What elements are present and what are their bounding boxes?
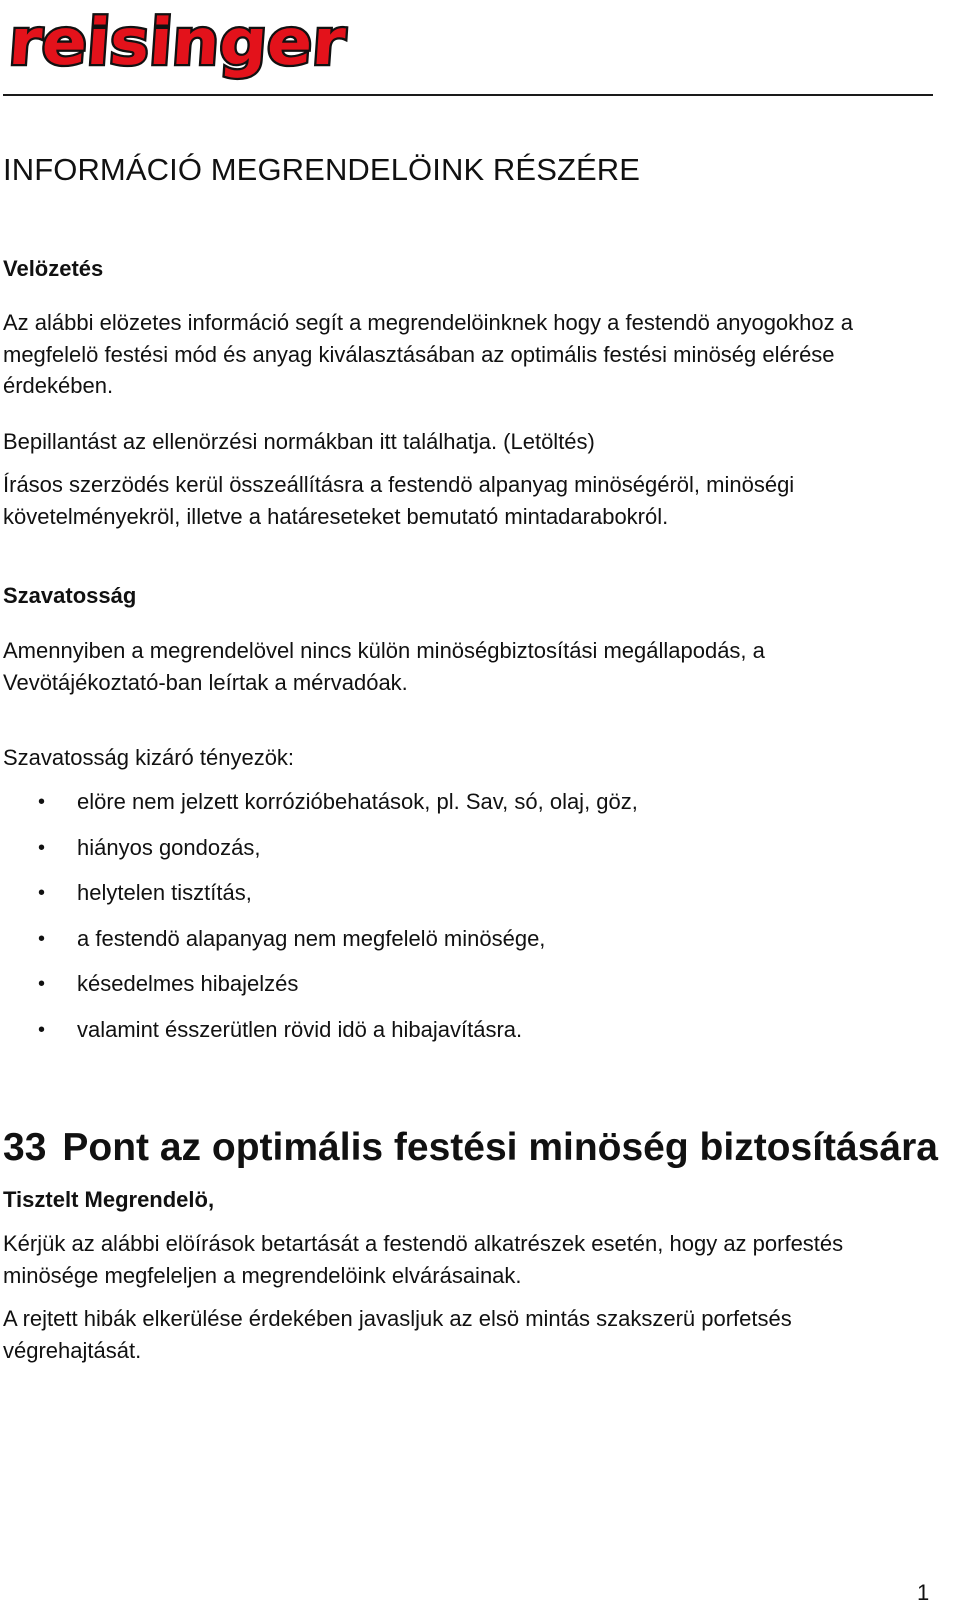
exclusions-label: Szavatosság kizáró tényezök:: [3, 745, 295, 770]
list-item-text: helytelen tisztítás,: [77, 880, 252, 906]
points-heading-text: Pont az optimális festési minöség biztosítására: [62, 1126, 938, 1169]
norms-line: Bepillantást az ellenörzési normákban itt találhatja. (Letöltés): [3, 429, 595, 454]
list-item-text: valamint ésszerütlen rövid idö a hibajavításra.: [77, 1016, 523, 1042]
header-divider: [3, 94, 933, 96]
bullet-icon: •: [38, 973, 46, 996]
points-number: 33: [3, 1126, 47, 1169]
page-title: INFORMÁCIÓ MEGRENDELÖINK RÉSZÉRE: [3, 152, 641, 187]
logo-graphic: [6, 2, 356, 88]
bullet-icon: •: [38, 836, 46, 859]
contract-paragraph: Írásos szerzödés kerül összeállításra a festendö alpanyag minöségéröl, minöségi követelményekröl, illetve a határeseteket bemutató mintadarabokról.: [3, 472, 795, 529]
points-paragraph-1: Kérjük az alábbi elöírások betartását a festendö alkatrészek esetén, hogy az porfestés minösége megfeleljen a megrendelöink elvárásainak.: [3, 1231, 844, 1288]
warranty-heading: Szavatosság: [3, 583, 137, 608]
page-number: 1: [917, 1580, 930, 1605]
bullet-icon: •: [38, 927, 46, 950]
points-heading: [3, 1126, 938, 1170]
points-paragraph-2: A rejtett hibák elkerülése érdekében javasljuk az elsö mintás szakszerü porfetsés végrehajtását.: [3, 1306, 792, 1363]
bullet-icon: •: [38, 882, 46, 905]
logo-text: reisinger: [6, 6, 335, 80]
company-logo: [6, 2, 356, 88]
bullet-icon: •: [38, 1018, 46, 1041]
intro-heading: Velözetés: [3, 256, 104, 281]
list-item-text: késedelmes hibajelzés: [77, 971, 299, 997]
list-item-text: hiányos gondozás,: [77, 834, 261, 860]
list-item-text: a festendö alapanyag nem megfelelö minösége,: [77, 925, 546, 951]
bullet-icon: •: [38, 791, 46, 813]
intro-paragraph: Az alábbi elözetes információ segít a megrendelöinknek hogy a festendö anyogokhoz a megfelelö festési mód és anyag kiválasztásában az optimális festési minöség elérése érdekében.: [3, 310, 853, 398]
list-item-text: elöre nem jelzett korrózióbehatások, pl. Sav, só, olaj, göz,: [77, 789, 638, 814]
warranty-paragraph: Amennyiben a megrendelövel nincs külön minöségbiztosítási megállapodás, a Vevötájékoztató-ban leírtak a mérvadóak.: [3, 638, 765, 695]
salutation: Tisztelt Megrendelö,: [3, 1187, 215, 1212]
